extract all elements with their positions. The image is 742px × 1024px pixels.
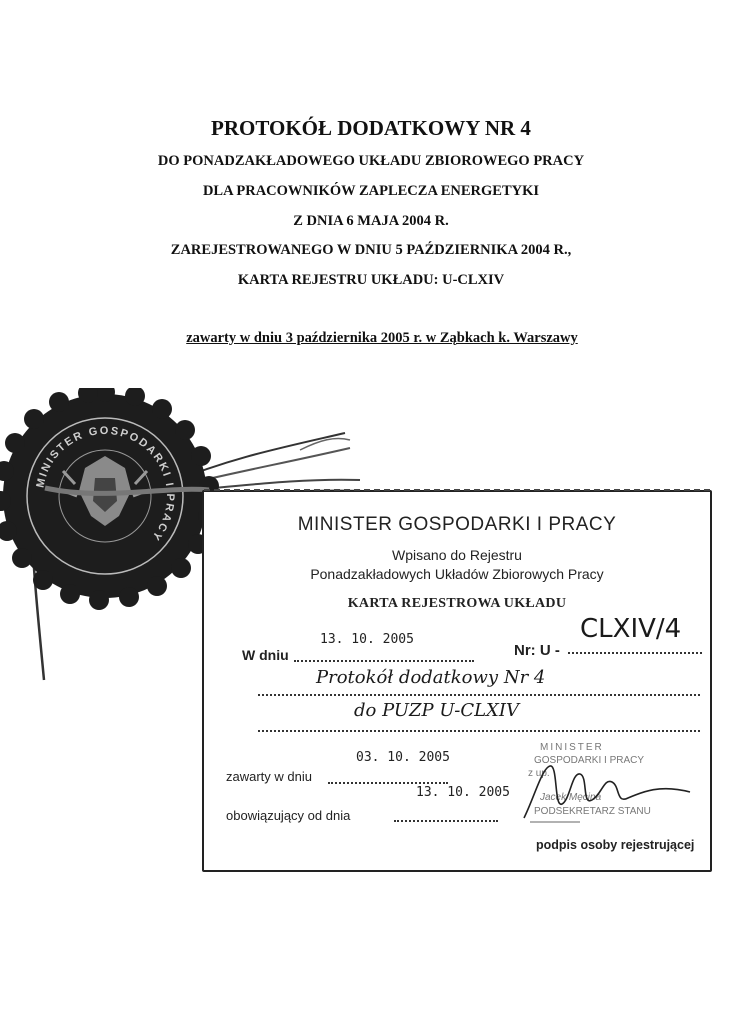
concluded-statement: zawarty w dniu 3 października 2005 r. w Ząbkach k. Warszawy	[186, 330, 578, 346]
signatory-line-3: z up.	[528, 768, 550, 779]
signature-scribble	[520, 748, 700, 828]
stamp-dots-line-1	[258, 694, 700, 696]
stamp-handwritten-line-1: Protokół dodatkowy Nr 4	[316, 667, 546, 688]
stamp-number-dots	[568, 652, 702, 654]
subtitle-line-4: ZAREJESTROWANEGO W DNIU 5 PAŹDZIERNIKA 2004 R.,	[170, 242, 572, 258]
stamp-title: MINISTER GOSPODARKI I PRACY	[297, 514, 617, 535]
stamp-date-value: 13. 10. 2005	[320, 632, 414, 647]
subtitle-line-1: DO PONADZAKŁADOWEGO UKŁADU ZBIOROWEGO PRACY	[157, 153, 585, 169]
stamp-concluded-label: zawarty w dniu	[226, 769, 312, 784]
stamp-edge	[204, 489, 710, 494]
stamp-handwritten-line-2: do PUZP U-CLXIV	[354, 700, 519, 721]
stamp-date-label: W dniu	[242, 647, 289, 663]
stamp-binding-value: 13. 10. 2005	[416, 785, 510, 800]
stamp-dots-line-2	[258, 730, 700, 732]
stamp-number-value: CLXIV/4	[580, 614, 682, 644]
seal-ring-text: MINISTER GOSPODARKI I PRACY	[34, 424, 177, 544]
stamp-number-label: Nr: U -	[514, 642, 560, 659]
stamp-concluded-dots	[328, 782, 448, 784]
signatory-line-4: Jacek Męcina	[540, 792, 602, 803]
stamp-binding-label: obowiązujący od dnia	[226, 808, 351, 823]
signatory-line-2: GOSPODARKI I PRACY	[534, 755, 645, 766]
stamp-card-label: KARTA REJESTROWA UKŁADU	[347, 596, 567, 611]
stamp-registered-line-1: Wpisano do Rejestru	[392, 547, 522, 563]
stamp-concluded-value: 03. 10. 2005	[356, 750, 450, 765]
document-title: PROTOKÓŁ DODATKOWY NR 4	[211, 116, 531, 140]
subtitle-line-3: Z DNIA 6 MAJA 2004 R.	[293, 213, 449, 229]
signatory-line-5: PODSEKRETARZ STANU	[534, 806, 651, 817]
subtitle-line-2: DLA PRACOWNIKÓW ZAPLECZA ENERGETYKI	[202, 183, 540, 199]
signatory-line-1: MINISTER	[540, 742, 604, 753]
stamp-binding-dots	[394, 820, 498, 822]
signature-caption: podpis osoby rejestrującej	[536, 838, 695, 852]
registration-stamp	[202, 490, 712, 872]
subtitle-line-5: KARTA REJESTRU UKŁADU: U-CLXIV	[237, 272, 505, 288]
stamp-registered-line-2: Ponadzakładowych Układów Zbiorowych Pracy	[310, 566, 604, 582]
stamp-date-dots	[294, 660, 474, 662]
